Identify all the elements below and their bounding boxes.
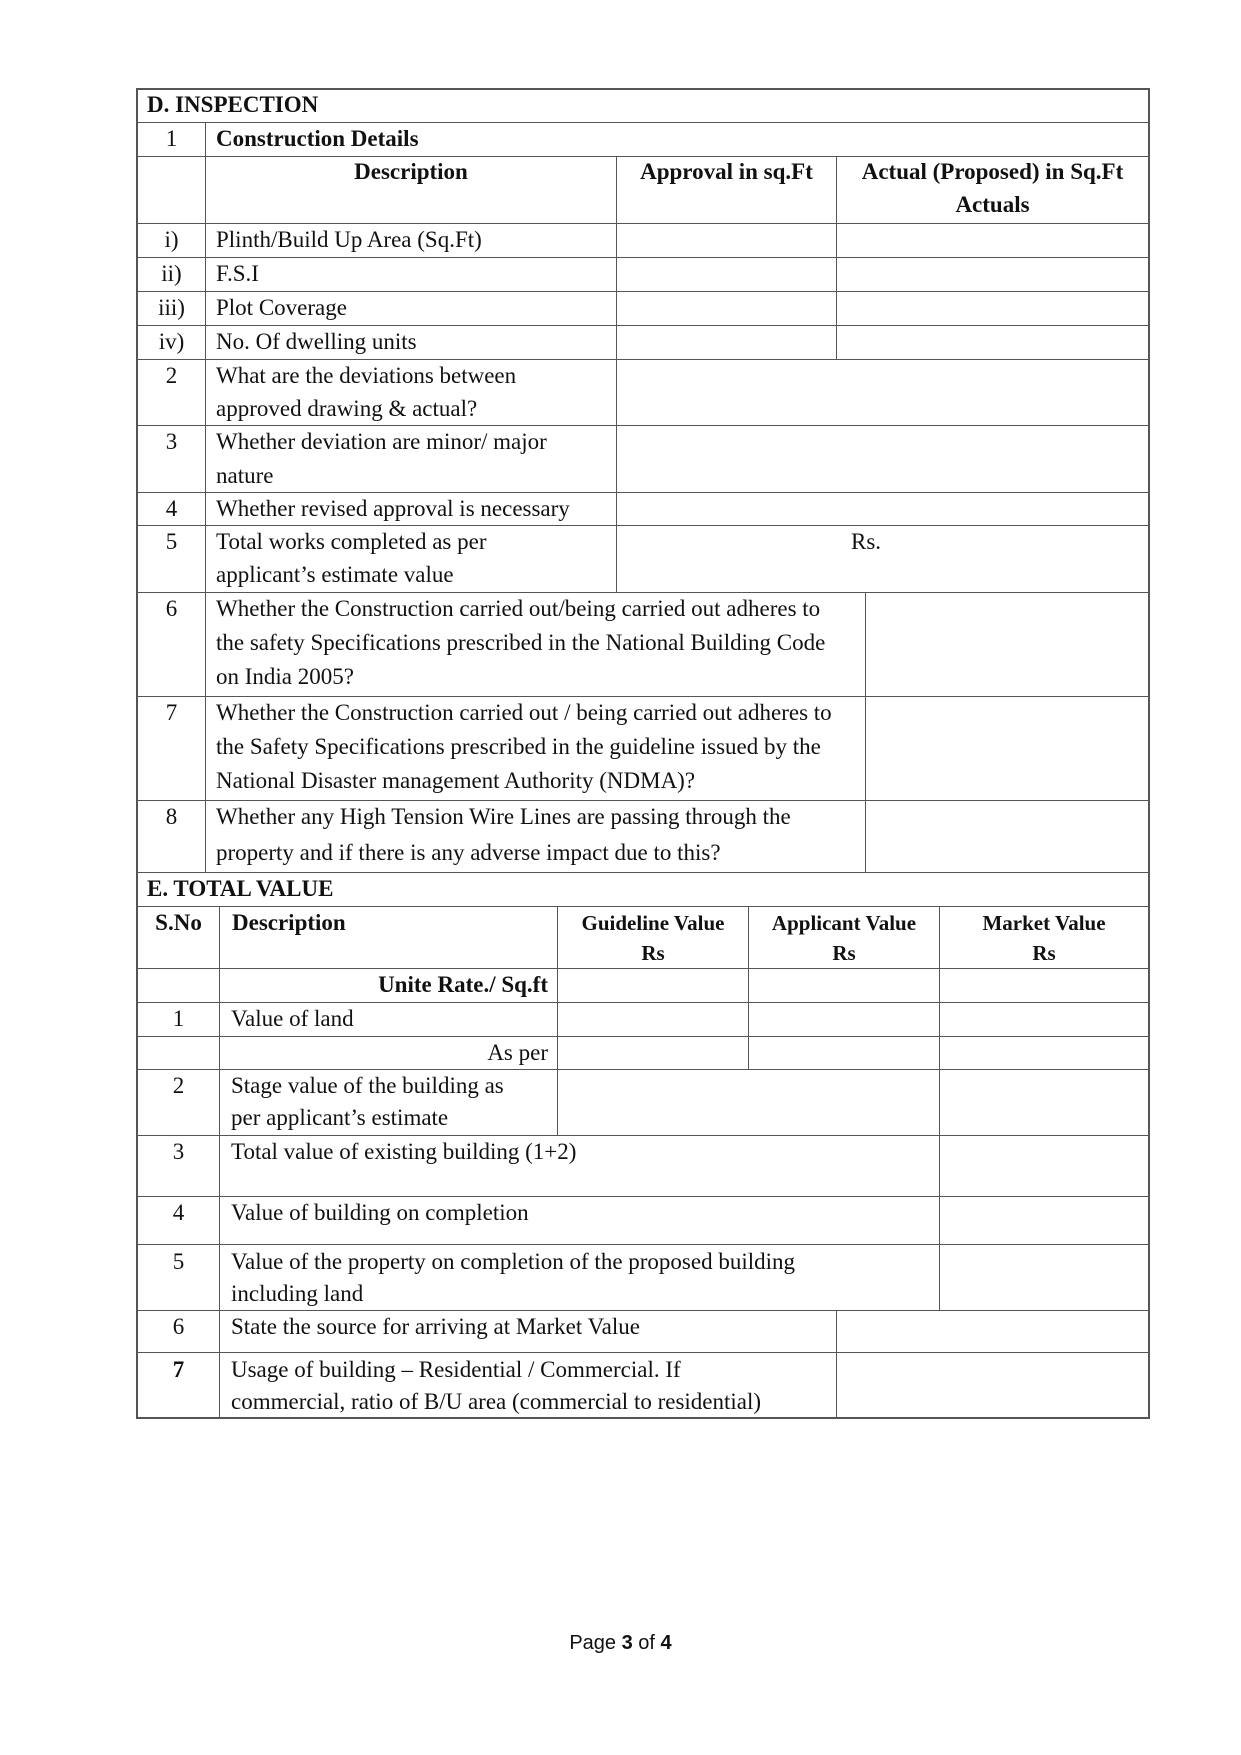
total-pages: 4 xyxy=(660,1632,672,1654)
row-number: iv) xyxy=(158,329,185,354)
row-number: i) xyxy=(164,227,179,252)
row-number: 6 xyxy=(165,596,178,621)
row-description: Whether the Construction carried out / being carried out adheres to xyxy=(216,700,832,725)
column-header-guideline: Guideline Value xyxy=(581,911,725,935)
row-description: Total works completed as per xyxy=(216,529,487,554)
row-number: 1 xyxy=(172,1006,185,1031)
column-header-sno: S.No xyxy=(155,910,202,935)
row-description: Whether deviation are minor/ major xyxy=(216,429,547,454)
column-header-description: Description xyxy=(232,910,346,935)
row-description: No. Of dwelling units xyxy=(216,329,417,354)
row-number: 5 xyxy=(172,1249,185,1274)
rs-value-label: Rs. xyxy=(851,529,882,554)
row-description: Whether revised approval is necessary xyxy=(216,496,570,521)
row-description: Plot Coverage xyxy=(216,295,347,320)
row-divider xyxy=(136,257,1150,258)
page-prefix: Page xyxy=(569,1632,622,1654)
column-header-market-unit: Rs xyxy=(1032,941,1056,965)
column-header-description: Description xyxy=(354,159,468,184)
page-number-footer xyxy=(0,1632,1241,1655)
column-header-actual-sub: Actuals xyxy=(955,192,1030,217)
row-description: Value of land xyxy=(231,1006,354,1031)
as-per-label: As per xyxy=(487,1040,548,1065)
row-number: iii) xyxy=(158,295,185,320)
row-number: 4 xyxy=(165,496,178,521)
row-number: 3 xyxy=(165,429,178,454)
unit-rate-label: Unite Rate./ Sq.ft xyxy=(378,972,548,997)
row-description: on India 2005? xyxy=(216,664,354,689)
row-description: nature xyxy=(216,463,274,488)
column-header-market: Market Value xyxy=(982,911,1106,935)
row-description: the safety Specifications prescribed in the National Building Code xyxy=(216,630,826,655)
section-d-title: D. INSPECTION xyxy=(147,92,319,117)
column-header-approval: Approval in sq.Ft xyxy=(640,159,813,184)
row-description: Whether any High Tension Wire Lines are passing through the xyxy=(216,804,791,829)
row-description: Total value of existing building (1+2) xyxy=(231,1139,577,1164)
column-divider xyxy=(205,122,206,872)
row-number: 4 xyxy=(172,1200,185,1225)
row-number: ii) xyxy=(161,261,182,286)
row-description: property and if there is any adverse impact due to this? xyxy=(216,840,721,865)
row-number: 2 xyxy=(172,1073,185,1098)
column-header-applicant: Applicant Value xyxy=(771,911,917,935)
row-description: including land xyxy=(231,1281,364,1306)
row-description: What are the deviations between xyxy=(216,363,517,388)
row-number: 5 xyxy=(165,529,178,554)
row-description: commercial, ratio of B/U area (commercial to residential) xyxy=(231,1389,762,1414)
row-description: Whether the Construction carried out/being carried out adheres to xyxy=(216,596,821,621)
row-description: Usage of building – Residential / Commercial. If xyxy=(231,1357,681,1382)
row-description: per applicant’s estimate xyxy=(231,1105,449,1130)
item-number: 1 xyxy=(165,126,178,151)
column-divider xyxy=(836,1310,837,1418)
row-description: Value of building on completion xyxy=(231,1200,529,1225)
row-description: Stage value of the building as xyxy=(231,1073,504,1098)
row-description: F.S.I xyxy=(216,261,259,286)
row-number: 3 xyxy=(172,1139,185,1164)
row-description: Plinth/Build Up Area (Sq.Ft) xyxy=(216,227,482,252)
row-description: State the source for arriving at Market Value xyxy=(231,1314,640,1339)
table-border xyxy=(1148,88,1150,1418)
page-separator: of xyxy=(632,1632,661,1654)
row-description: applicant’s estimate value xyxy=(216,562,454,587)
row-description: the Safety Specifications prescribed in the guideline issued by the xyxy=(216,734,821,759)
row-description: approved drawing & actual? xyxy=(216,396,478,421)
row-number: 7 xyxy=(165,700,178,725)
row-description: National Disaster management Authority (NDMA)? xyxy=(216,768,696,793)
column-divider xyxy=(616,156,617,592)
row-number: 8 xyxy=(165,804,178,829)
row-number: 7 xyxy=(172,1357,185,1382)
column-header-guideline-unit: Rs xyxy=(641,941,665,965)
section-e-title: E. TOTAL VALUE xyxy=(147,876,334,901)
current-page: 3 xyxy=(621,1632,633,1654)
row-number: 2 xyxy=(165,363,178,388)
column-header-actual: Actual (Proposed) in Sq.Ft xyxy=(861,159,1124,184)
column-divider xyxy=(865,592,866,872)
construction-details-heading: Construction Details xyxy=(216,126,419,151)
row-description: Value of the property on completion of the proposed building xyxy=(231,1249,796,1274)
column-header-applicant-unit: Rs xyxy=(832,941,856,965)
row-number: 6 xyxy=(172,1314,185,1339)
